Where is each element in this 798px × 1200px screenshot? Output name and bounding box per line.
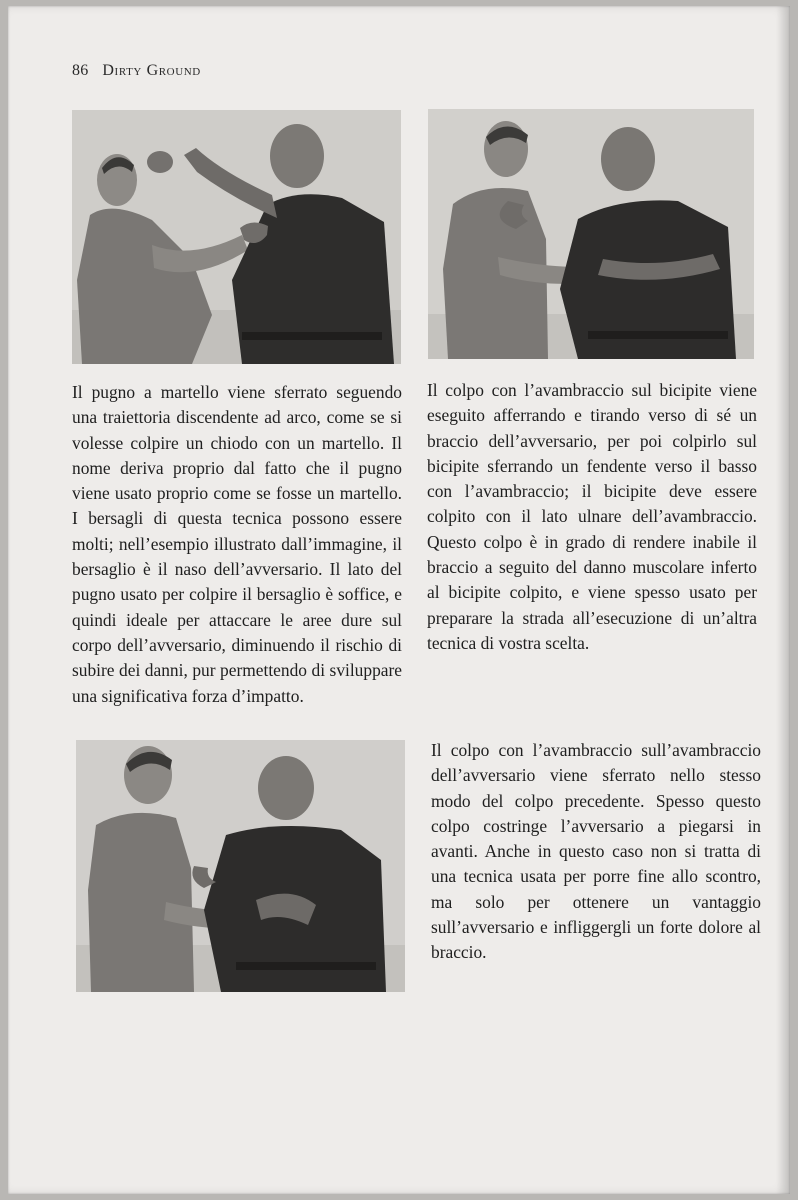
- page-edge-shadow: [776, 6, 790, 1194]
- paragraph-forearm-forearm: Il colpo con l’avambraccio sull’avambraccio dell’avversario viene sferrato nello stesso modo del colpo precedente. Spesso questo colpo costringe l’avversario a piegarsi in avanti. Anche in questo caso non si tratta di una tecnica usata per porre fine allo scontro, ma solo per ottenere un vantaggio sull’avversario e infliggergli un forte dolore al braccio.: [431, 740, 761, 963]
- martial-arts-forearm-forearm-photo: [76, 740, 405, 992]
- paragraph-hammer-fist: Il pugno a martello viene sferrato seguendo una traiettoria discendente ad arco, come se si volesse colpire un chiodo con un martello. Il nome deriva proprio dal fatto che il pugno viene usato proprio come se fosse un martello. I bersagli di questa tecnica possono essere molti; nell’esempio illustrato dall’immagine, il bersaglio è il naso dell’avversario. Il lato del pugno usato per colpire il bersaglio è soffice, e quindi ideale per attaccare le aree dure sul corpo dell’avversario, diminuendo il rischio di subire dei danni, pur permettendo di sviluppare una significativa forza d’impatto.: [72, 382, 402, 706]
- paragraph-forearm-biceps: Il colpo con l’avambraccio sul bicipite viene eseguito afferrando e tirando verso di sé un braccio dell’avversario, per poi colpirlo sul bicipite sferrando un fendente verso il basso con l’avambraccio; il bicipite deve essere colpito con il lato ulnare dell’avambraccio. Questo colpo è in grado di rendere inabile il braccio a seguito del danno muscolare inferto al bicipite colpito, e viene spesso usato per preparare la strada all’esecuzione di un’altra tecnica di vostra scelta.: [427, 380, 757, 653]
- martial-arts-hammer-fist-photo: [72, 110, 401, 364]
- running-title: Dirty Ground: [102, 62, 201, 79]
- martial-arts-forearm-biceps-photo: [428, 109, 754, 359]
- photo-forearm-forearm: [76, 740, 405, 992]
- book-page: [8, 6, 790, 1194]
- photo-hammer-fist: [72, 110, 401, 364]
- page-number: 86: [72, 62, 89, 79]
- page-header: [72, 62, 201, 80]
- photo-forearm-biceps: [428, 109, 754, 359]
